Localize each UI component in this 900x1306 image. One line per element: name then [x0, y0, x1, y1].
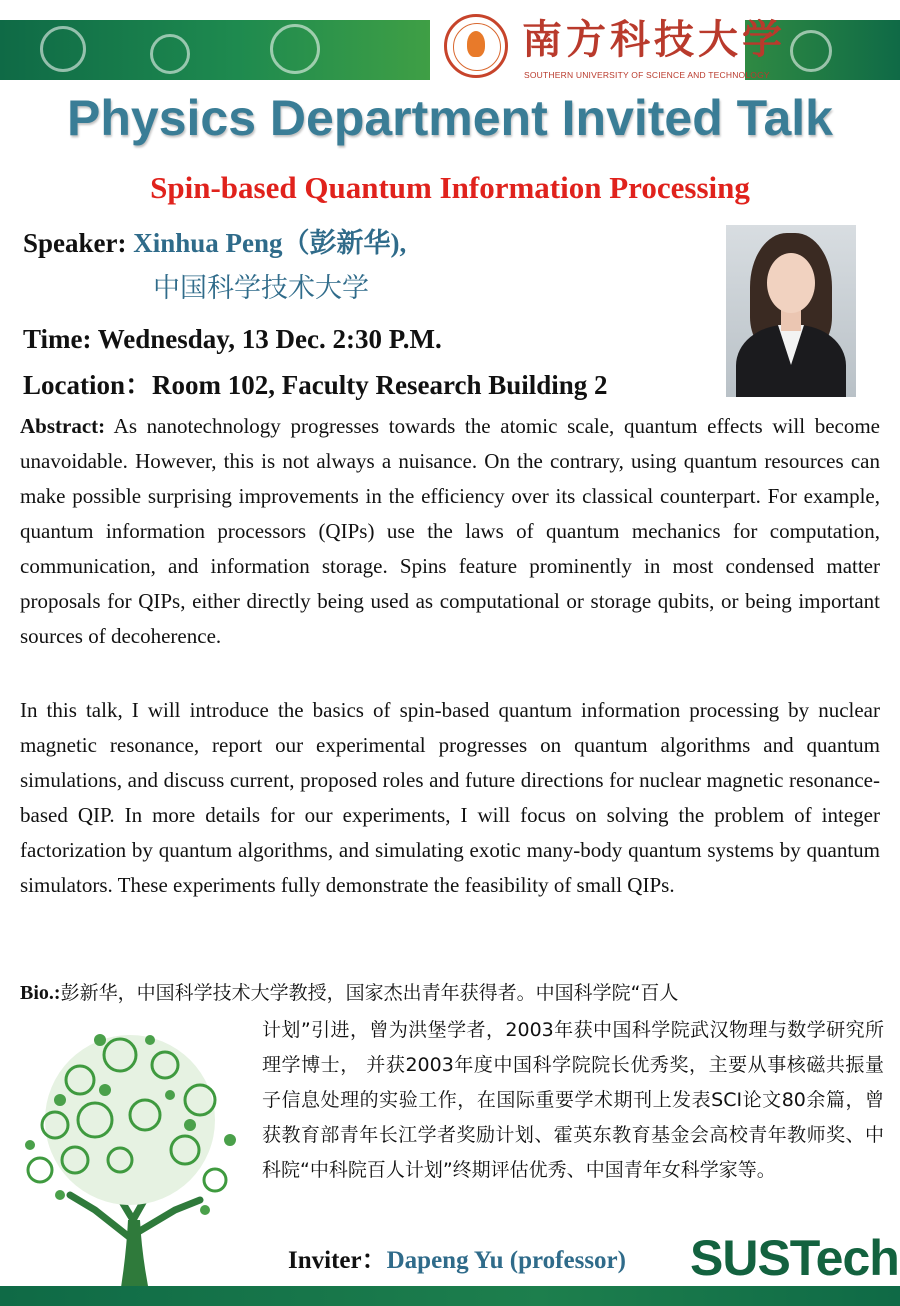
abstract-paragraph-1	[20, 409, 880, 654]
abstract-label: Abstract:	[20, 414, 106, 438]
sustech-logo: SUSTech	[690, 1230, 899, 1286]
location-line	[23, 368, 608, 402]
speaker-photo	[726, 225, 856, 397]
inviter-label: Inviter：	[288, 1247, 387, 1274]
speaker-affiliation: 中国科学技术大学	[153, 273, 369, 304]
time-value: Wednesday, 13 Dec. 2:30 P.M.	[97, 324, 442, 354]
bio-label: Bio.:	[20, 982, 61, 1004]
speaker-line	[23, 226, 406, 260]
header-banner	[0, 0, 900, 88]
talk-title: Spin-based Quantum Information Processing	[150, 170, 750, 205]
inviter-line	[288, 1245, 626, 1277]
banner-swirl-icon	[40, 26, 86, 72]
time-line	[23, 322, 442, 356]
university-seal-icon	[444, 14, 508, 78]
banner-swirl-icon	[270, 24, 320, 74]
banner-swirl-icon	[150, 34, 190, 74]
time-label: Time:	[23, 324, 92, 354]
bio-first-text: 彭新华，中国科学技术大学教授，国家杰出青年获得者。中国科学院“百人	[60, 982, 679, 1004]
inviter-name: Dapeng Yu (professor)	[386, 1247, 626, 1274]
abstract-text-1: As nanotechnology progresses towards the atomic scale, quantum effects will become unavoidable. However, this is not always a nuisance. On the contrary, using quantum resources can make possible surprising improvements in the efficiency over its classical counterpart. For example, quantum information processors (QIPs) use the laws of quantum mechanics for computation, communication, and information storage. Spins feature prominently in most condensed matter proposals for QIPs, either directly being used as computational or storage qubits, or being important sources of decoherence.	[20, 414, 880, 648]
speaker-label: Speaker:	[23, 228, 127, 258]
speaker-name: Xinhua Peng（彭新华),	[133, 228, 407, 258]
footer-bar	[0, 1286, 900, 1306]
university-name-en: SOUTHERN UNIVERSITY OF SCIENCE AND TECHNOLOGY	[524, 70, 770, 80]
abstract-paragraph-2: In this talk, I will introduce the basics of spin-based quantum information processing by nuclear magnetic resonance, report our experimental progresses on quantum algorithms and quantum simulations, and discuss current, proposed roles and future directions for nuclear magnetic resonance-based QIP. In more details for our experiments, I will focus on solving the problem of integer factorization by quantum algorithms, and simulating exotic many-body quantum systems by quantum simulators. These experiments fully demonstrate the feasibility of small QIPs.	[20, 698, 880, 897]
bio-text: 计划”引进，曾为洪堡学者，2003年获中国科学院武汉物理与数学研究所理学博士， 并获2003年度中国科学院院长优秀奖，主要从事核磁共振量子信息处理的实验工作，在国际重要学术期刊上发表SCI论文80余篇，曾获教育部青年长江学者奖励计划、霍英东教育基金会高校青年教师奖、中科院“中科院百人计划”终期评估优秀、中国青年女科学家等。	[262, 1019, 884, 1181]
university-name-cn: 南方科技大学	[522, 16, 786, 63]
location-label: Location：	[23, 370, 153, 400]
location-value: Room 102, Faculty Research Building 2	[152, 370, 608, 400]
tree-icon	[0, 1010, 275, 1306]
bio-first-line	[20, 976, 882, 1010]
banner-swirl-icon	[790, 30, 832, 72]
page-title: Physics Department Invited Talk	[67, 90, 833, 146]
